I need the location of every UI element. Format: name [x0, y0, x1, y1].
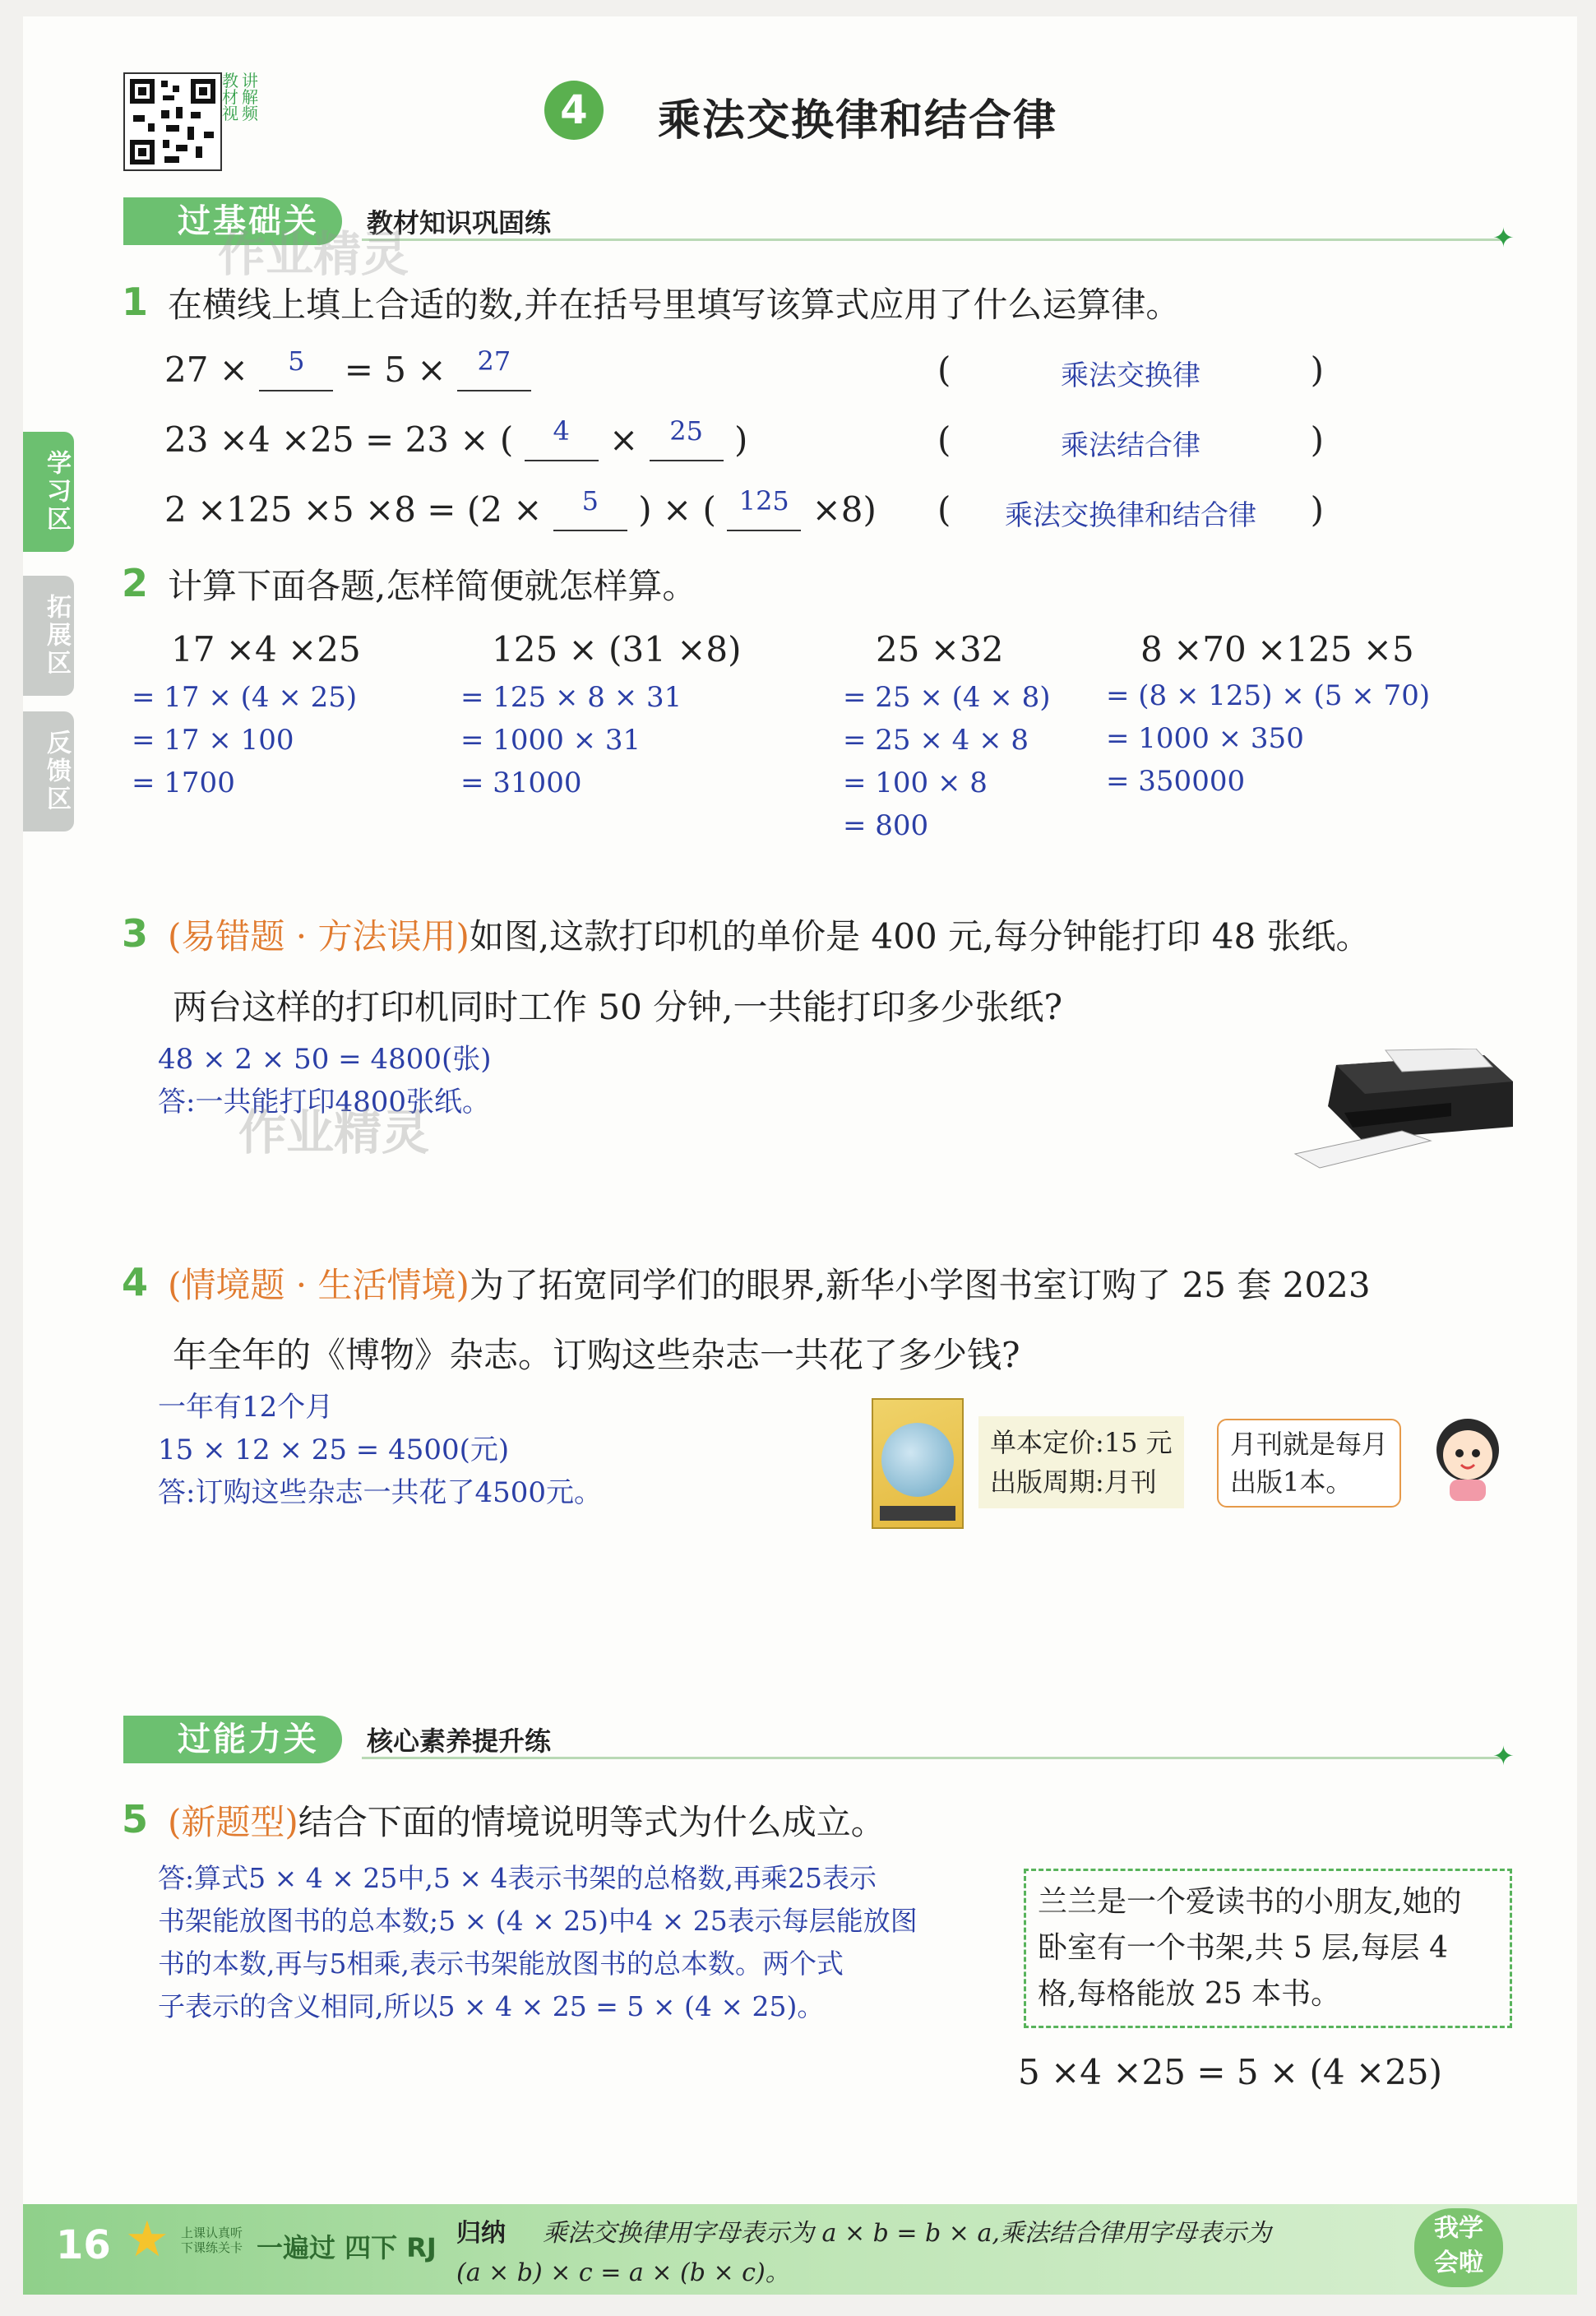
question-prompt: 在横线上填上合适的数,并在括号里填写该算式应用了什么运算律。: [168, 285, 1181, 325]
answer-blank[interactable]: 4: [553, 415, 570, 447]
answer-blank[interactable]: 5: [288, 345, 305, 377]
side-tab-extend[interactable]: 拓展区: [23, 576, 74, 696]
equation: 5 ×4 ×25 = 5 × (4 ×25): [1018, 2052, 1442, 2092]
lesson-number-badge: 4: [544, 81, 604, 140]
question-number: 4: [122, 1260, 149, 1304]
calc-problem-3: 25 ×32 = 25 × (4 × 8) = 25 × 4 × 8 = 100 × 8 = 800: [843, 629, 1051, 847]
qr-code: [123, 72, 222, 171]
calc-step: = 800: [843, 809, 929, 842]
divider: [362, 1757, 1505, 1759]
brand-small: 上课认真听 下课练关卡: [181, 2226, 243, 2255]
question-tag: (易错题 · 方法误用): [168, 916, 470, 957]
calc-step: = 350000: [1106, 765, 1246, 798]
learned-badge: 我学 会啦: [1414, 2208, 1503, 2287]
page-number: 16: [56, 2222, 111, 2268]
calc-step: = 25 × (4 × 8): [843, 681, 1051, 714]
side-tab-feedback[interactable]: 反馈区: [23, 711, 74, 831]
mascot-star-icon: ★: [125, 2211, 169, 2268]
question-number: 3: [122, 911, 149, 956]
law-bracket-3: ( 乘法交换律和结合律 ): [937, 489, 1324, 532]
side-tab-study[interactable]: 学习区: [23, 432, 74, 552]
question-prompt-cont: 年全年的《博物》杂志。订购这些杂志一共花了多少钱?: [173, 1335, 1020, 1375]
magazine-cover-image: [872, 1398, 964, 1529]
law-answer[interactable]: 乘法交换律和结合律: [1005, 499, 1256, 532]
calc-step: = 17 × 100: [132, 724, 294, 757]
brand-name: 一遍过 四下 RJ: [257, 2232, 437, 2263]
calc-step: = 1000 × 31: [460, 724, 641, 757]
answer-block: 答:算式5 × 4 × 25中,5 × 4表示书架的总格数,再乘25表示 书架能放图书的总本数;5 × (4 × 25)中4 × 25表示每层能放图 书的本数,再与5相乘,表示书架能放图书的总本数。两个式 子表示的含义相同,所以5 × 4 × 25 = 5 × (4 × 25)。: [158, 1862, 918, 2022]
calc-step: = 17 × (4 × 25): [132, 681, 358, 714]
printer-image: [1287, 1049, 1517, 1172]
calc-step: = 125 × 8 × 31: [460, 681, 682, 714]
summary-label: 归纳: [456, 2219, 506, 2248]
answer-blank[interactable]: 25: [669, 415, 703, 447]
divider: [362, 239, 1505, 241]
calc-step: = 1700: [132, 767, 235, 799]
question-number: 5: [122, 1797, 149, 1841]
watermark: 作业精灵: [238, 1105, 430, 1160]
calc-problem-1: 17 ×4 ×25 = 17 × (4 × 25) = 17 × 100 = 1700: [132, 629, 361, 804]
question-tag: (情境题 · 生活情境): [168, 1265, 470, 1305]
lesson-title: 乘法交换律和结合律: [658, 96, 1058, 146]
star-icon: ✦: [1492, 222, 1515, 253]
calc-step: = 1000 × 350: [1106, 722, 1304, 755]
banner-label: 过基础关: [123, 197, 342, 245]
question-prompt: (情境题 · 生活情境)为了拓宽同学们的眼界,新华小学图书室订购了 25 套 2023: [168, 1265, 1371, 1305]
answer-block: 一年有12个月 15 × 12 × 25 = 4500(元) 答:订购这些杂志一共花了4500元。: [158, 1391, 602, 1509]
banner-label: 过能力关: [123, 1716, 342, 1763]
calc-step: = 25 × 4 × 8: [843, 724, 1029, 757]
watermark: 作业精灵: [218, 226, 409, 282]
girl-avatar: [1427, 1410, 1509, 1501]
summary-line-1: 乘法交换律用字母表示为 a × b = b × a,乘法结合律用字母表示为: [543, 2219, 1271, 2248]
answer-blank[interactable]: 125: [738, 485, 789, 516]
calc-step: = 100 × 8: [843, 767, 988, 799]
question-prompt: (新题型)结合下面的情境说明等式为什么成立。: [168, 1802, 886, 1842]
question-number: 1: [122, 280, 149, 324]
question-number: 2: [122, 561, 149, 605]
speech-bubble: 月刊就是每月 出版1本。: [1217, 1419, 1401, 1508]
q1-row-2: 23 ×4 ×25 = 23 × ( $^4$ × $^{25}$ ): [164, 415, 748, 460]
question-prompt-cont: 两台这样的打印机同时工作 50 分钟,一共能打印多少张纸?: [173, 987, 1063, 1027]
qr-label: 教 讲 材 解 视 频: [222, 71, 258, 123]
question-prompt: (易错题 · 方法误用)如图,这款打印机的单价是 400 元,每分钟能打印 48 张纸。: [168, 916, 1371, 957]
answer-blank[interactable]: 5: [581, 485, 599, 516]
law-bracket-1: ( 乘法交换律 ): [937, 350, 1324, 392]
calc-problem-2: 125 × (31 ×8) = 125 × 8 × 31 = 1000 × 31 = 31000: [460, 629, 742, 804]
scenario-box: 兰兰是一个爱读书的小朋友,她的 卧室有一个书架,共 5 层,每层 4 格,每格能放 25 本书。: [1024, 1869, 1512, 2028]
question-tag: (新题型): [168, 1802, 298, 1842]
q1-row-3: 2 ×125 ×5 ×8 = (2 × $^5$ ) × ( $^{125}$ ×8): [164, 485, 877, 530]
q1-row-1: 27 × $^5$ = 5 × $^{27}$: [164, 350, 531, 391]
calc-step: = (8 × 125) × (5 × 70): [1106, 679, 1431, 712]
law-answer[interactable]: 乘法交换律: [1061, 359, 1200, 392]
star-icon: ✦: [1492, 1740, 1515, 1772]
calc-problem-4: 8 ×70 ×125 ×5 = (8 × 125) × (5 × 70) = 1000 × 350 = 350000: [1106, 629, 1430, 803]
price-tag: 单本定价:15 元 出版周期:月刊: [978, 1416, 1184, 1508]
banner-subtitle: 核心素养提升练: [367, 1725, 552, 1757]
calc-step: = 31000: [460, 767, 582, 799]
answer-blank[interactable]: 27: [477, 345, 511, 377]
summary-line-2: (a × b) × c = a × (b × c)。: [456, 2258, 790, 2287]
law-answer[interactable]: 乘法结合律: [1061, 429, 1200, 462]
banner-subtitle: 教材知识巩固练: [367, 207, 552, 239]
law-bracket-2: ( 乘法结合律 ): [937, 419, 1324, 462]
answer-block: 48 × 2 × 50 = 4800(张) 答:一共能打印4800张纸。: [158, 1043, 492, 1119]
question-prompt: 计算下面各题,怎样简便就怎样算。: [168, 566, 697, 606]
